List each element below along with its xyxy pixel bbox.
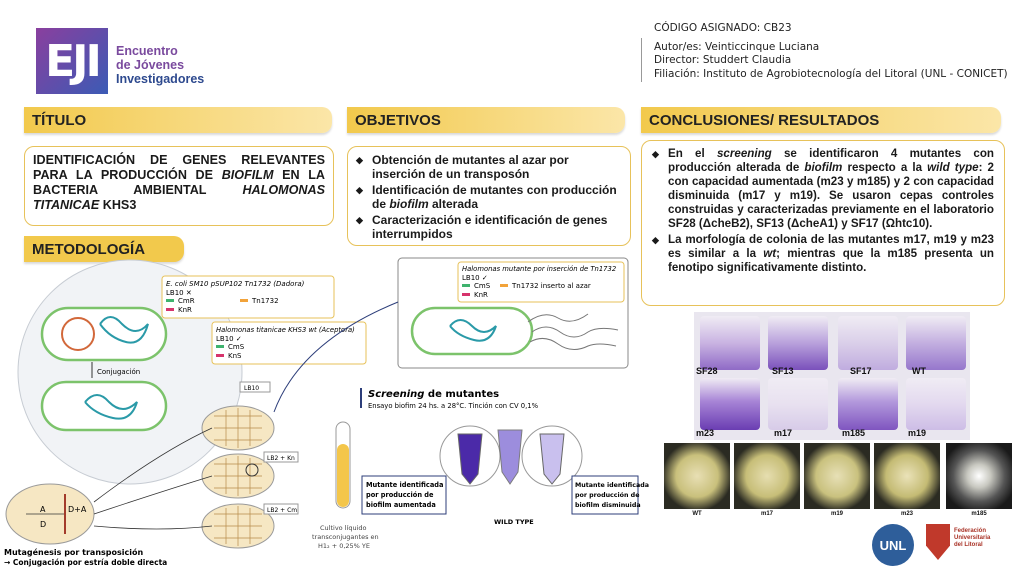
- tube-label-sf13: SF13: [772, 366, 794, 376]
- unl-logo: UNL: [872, 524, 914, 566]
- plate-lb2-cm: [202, 504, 298, 548]
- tube-photo-sf17: [838, 316, 898, 370]
- eji-logo-text: [116, 44, 204, 86]
- assigned-code: CÓDIGO ASIGNADO: CB23: [654, 22, 792, 34]
- petri-dish: [6, 484, 94, 544]
- mutant-cell: [412, 308, 532, 354]
- mutant-lb: LB10 ✓: [462, 274, 488, 282]
- culture-text-2: transconjugantes en: [312, 533, 379, 541]
- section-metodologia: METODOLOGÍA: [24, 236, 184, 262]
- plate1-label: LB10: [244, 385, 260, 392]
- tube-label-m23: m23: [696, 428, 715, 438]
- culture-tube: [336, 422, 350, 508]
- tube-increased: [440, 426, 500, 486]
- acceptor-cm: CmS: [228, 343, 245, 351]
- acceptor-kn: KnS: [228, 352, 242, 360]
- title-part-3: KHS3: [99, 198, 137, 212]
- donor-kn: KnR: [178, 306, 192, 314]
- svg-text:por producción de: por producción de: [575, 492, 640, 499]
- section-conclusiones: CONCLUSIONES/ RESULTADOS: [641, 107, 1001, 133]
- colony-photo-panel: [664, 443, 1014, 515]
- colony-photo-m19: [804, 443, 870, 509]
- colony-label-m19: m19: [830, 511, 843, 517]
- methodology-diagram: [0, 262, 649, 574]
- donor-tn: Tn1732: [252, 297, 279, 305]
- donor-cm: CmR: [178, 297, 195, 305]
- tube-photo-m17: [768, 378, 828, 430]
- title-italic-2: HALOMONAS TITANICAE: [33, 183, 325, 212]
- donor-title: E. coli SM10 pSUP102 Tn1732 (Dadora): [166, 280, 305, 288]
- plate2-label: LB2 + Kn: [267, 455, 295, 462]
- logo-line-1: Encuentro: [116, 44, 178, 58]
- box-decreased: [572, 476, 649, 514]
- petri-a: A: [40, 505, 46, 514]
- title-italic-1: BIOFILM: [221, 168, 274, 182]
- section-titulo: TÍTULO: [24, 107, 332, 133]
- logo-line-3: Investigadores: [116, 72, 205, 86]
- affiliation: Filiación: Instituto de Agrobiotecnología del Litoral (UNL - CONICET): [654, 68, 1008, 80]
- donor-lb: LB10 ✕: [166, 289, 192, 297]
- objective-2: ◆ Identificación de mutantes con producción de biofilm alterada: [356, 183, 622, 211]
- acceptor-lb: LB10 ✓: [216, 335, 242, 343]
- eji-logo: EJI: [36, 28, 108, 94]
- tube-label-m19: m19: [908, 428, 927, 438]
- culture-text-3: H1₂ + 0,25% YE: [318, 542, 370, 550]
- federacion-shield-icon: [926, 524, 950, 560]
- donor-cell: [42, 308, 166, 360]
- info-divider: [641, 38, 642, 82]
- svg-text:biofilm disminuida: biofilm disminuida: [575, 502, 641, 509]
- conclusion-1: ◆ En el screening se identificaron 4 mutantes con producción alterada de biofilm respecto a la wild type: 2 con capacidad aumentada (m23 y m185) y 2 con capacidad disminuida (m17 y m19). Se usaron cepas controles construidas y caracterizadas previamente en el laboratorio SF28 (ΔcheB2), SF13 (ΔcheA1) y SF17 (Ωhtc10).: [652, 147, 994, 231]
- svg-text:Mutante identificada: Mutante identificada: [366, 481, 444, 489]
- culture-text-1: Cultivo líquido: [320, 524, 367, 532]
- box-increased: [362, 476, 446, 514]
- screening-bar: [360, 388, 362, 408]
- federacion-text: Federación Universitaria del Litoral: [954, 528, 991, 548]
- plate-lb2-kn: [202, 452, 298, 498]
- mutant-cm-swatch: [462, 284, 470, 287]
- acceptor-title: Halomonas titanicae KHS3 wt (Aceptora): [216, 326, 355, 334]
- objectives-box: [347, 146, 631, 246]
- biofilm-photo-panel: [694, 312, 970, 440]
- caption-2: → Conjugación por estría doble directa: [4, 558, 168, 567]
- mutant-kn: KnR: [474, 291, 488, 299]
- caption-1: Mutagénesis por transposición: [4, 548, 144, 557]
- svg-text:Mutante identificada: Mutante identificada: [575, 482, 649, 489]
- title-box: [24, 146, 334, 226]
- tube-label-sf28: SF28: [696, 366, 718, 376]
- conclusions-box: [641, 140, 1005, 306]
- colony-label-m17: m17: [760, 511, 773, 517]
- colony-photo-wt: [664, 443, 730, 509]
- petri-da: D+A: [68, 505, 87, 514]
- mutant-kn-swatch: [462, 293, 470, 296]
- objective-1: ◆ Obtención de mutantes al azar por inserción de un transposón: [356, 153, 622, 181]
- wild-type-label: WILD TYPE: [494, 518, 534, 526]
- arrow-to-plate3: [94, 526, 212, 529]
- colony-photo-m23: [874, 443, 940, 509]
- colony-photo-m17: [734, 443, 800, 509]
- colony-label-m185: m185: [971, 511, 987, 517]
- objective-3: ◆ Caracterización e identificación de genes interrumpidos: [356, 213, 622, 241]
- colony-photo-m185: [946, 443, 1012, 509]
- donor-kn-swatch: [166, 308, 174, 311]
- tube-label-m185: m185: [842, 428, 866, 438]
- acceptor-kn-swatch: [216, 354, 224, 357]
- colony-label-wt: WT: [692, 511, 702, 517]
- donor-tn-swatch: [240, 299, 248, 302]
- svg-text:biofilm aumentada: biofilm aumentada: [366, 501, 436, 509]
- svg-text:por producción de: por producción de: [366, 491, 434, 499]
- tube-label-wt: WT: [912, 366, 926, 376]
- screening-title: Screening de mutantes: [368, 389, 500, 400]
- conjugation-label: Conjugación: [97, 368, 141, 376]
- screening-subtitle: Ensayo biofim 24 hs. a 28°C. Tinción con CV 0,1%: [368, 402, 539, 410]
- tube-photo-m19: [906, 378, 966, 430]
- title-part-2: EN LA BACTERIA AMBIENTAL: [33, 168, 325, 197]
- director: Director: Studdert Claudia: [654, 54, 792, 66]
- tube-label-sf17: SF17: [850, 366, 872, 376]
- mutant-tn: Tn1732 inserto al azar: [512, 282, 591, 290]
- mutant-title: Halomonas mutante por inserción de Tn1732: [462, 265, 617, 273]
- tube-photo-sf28: [700, 316, 760, 370]
- donor-cm-swatch: [166, 299, 174, 302]
- tube-label-m17: m17: [774, 428, 793, 438]
- tube-photo-sf13: [768, 316, 828, 370]
- section-objetivos: OBJETIVOS: [347, 107, 625, 133]
- authors: Autor/es: Veinticcinque Luciana: [654, 41, 820, 53]
- tube-wildtype: [498, 430, 522, 484]
- tube-photo-m23: [700, 378, 760, 430]
- conclusion-2: ◆ La morfología de colonia de las mutantes m17, m19 y m23 es similar a la wt; mientras que la m185 presenta un fenotipo significativamente distinto.: [652, 233, 994, 275]
- colony-label-m23: m23: [900, 511, 913, 517]
- mutant-cm: CmS: [474, 282, 491, 290]
- title-part-1: IDENTIFICACIÓN DE GENES RELEVANTES PARA LA PRODUCCIÓN DE: [33, 153, 325, 182]
- plate3-label: LB2 + Cm: [267, 507, 298, 514]
- petri-d: D: [40, 520, 47, 529]
- tube-photo-wt: [906, 316, 966, 370]
- acceptor-cell: [42, 382, 166, 430]
- logo-line-2: de Jóvenes: [116, 58, 185, 72]
- acceptor-cm-swatch: [216, 345, 224, 348]
- mutant-tn-swatch: [500, 284, 508, 287]
- tube-photo-m185: [838, 378, 898, 430]
